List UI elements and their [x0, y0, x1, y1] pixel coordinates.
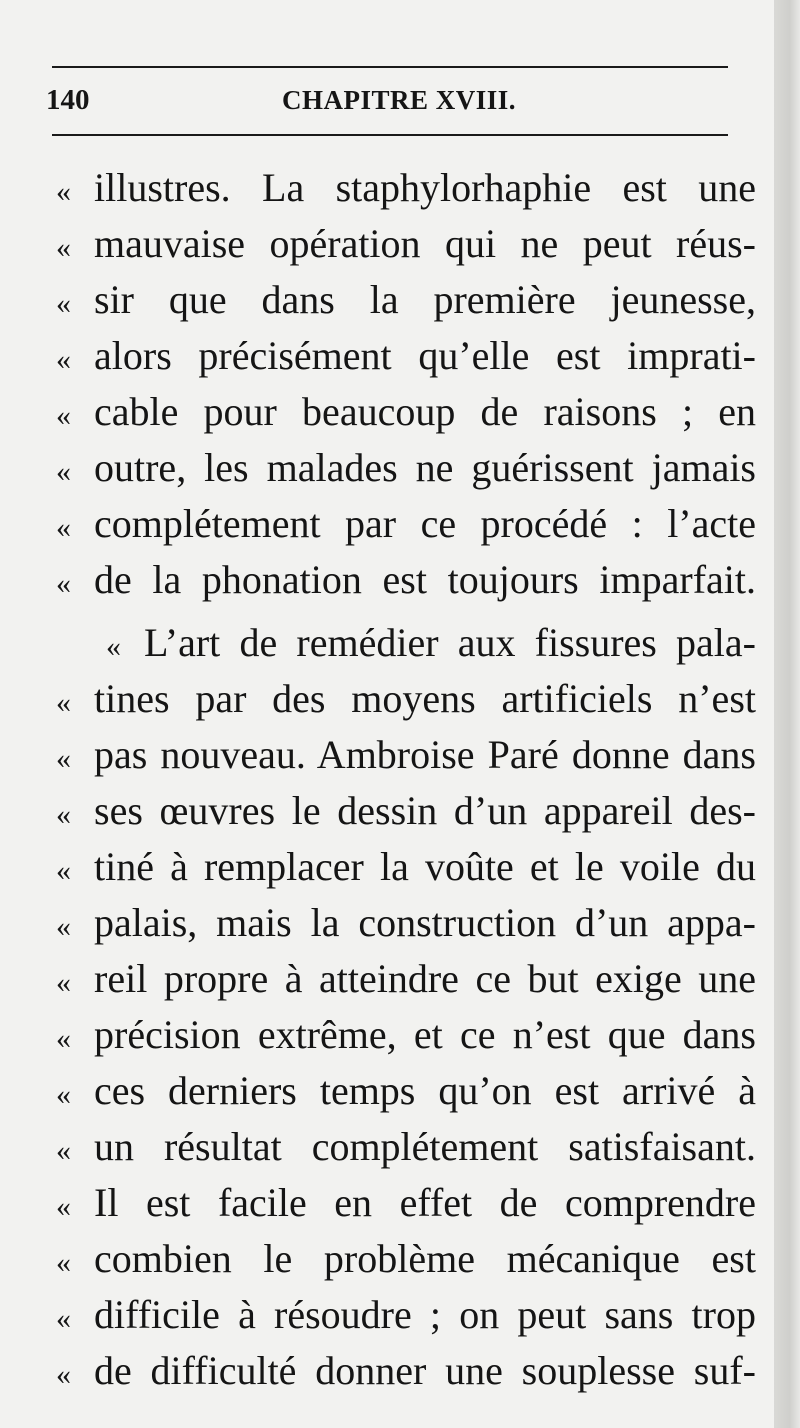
line-text: ces derniers temps qu’on est arrivé à — [94, 1068, 756, 1113]
line-text: un résultat complétement satisfaisant. — [94, 1124, 756, 1169]
line-text: reil propre à atteindre ce but exige une — [94, 956, 756, 1001]
quote-mark: « — [56, 1022, 71, 1055]
page-number: 140 — [46, 84, 90, 116]
quote-mark: « — [56, 854, 71, 887]
quote-mark: « — [56, 455, 71, 488]
text-line — [56, 1063, 756, 1119]
text-line — [56, 1175, 756, 1231]
quote-mark: « — [56, 1302, 71, 1335]
text-line — [56, 727, 756, 783]
text-line — [56, 216, 756, 272]
line-text: sir que dans la première jeunesse, — [94, 277, 756, 322]
text-line-paragraph-start — [56, 615, 756, 671]
line-text: L’art de remédier aux fissures pala- — [144, 620, 756, 665]
quote-mark: « — [56, 567, 71, 600]
text-line — [56, 839, 756, 895]
line-text: de la phonation est toujours imparfait. — [94, 557, 756, 602]
line-text: illustres. La staphylorhaphie est une — [94, 165, 756, 210]
line-text: de difficulté donner une souplesse suf- — [94, 1348, 756, 1393]
line-text: palais, mais la construction d’un appa- — [94, 900, 756, 945]
text-line — [56, 1287, 756, 1343]
quote-mark: « — [56, 231, 71, 264]
quote-mark: « — [56, 1358, 71, 1391]
line-text: alors précisément qu’elle est imprati- — [94, 333, 756, 378]
line-text: Il est facile en effet de comprendre — [94, 1180, 756, 1225]
text-line — [56, 1343, 756, 1399]
text-line — [56, 895, 756, 951]
line-text: tiné à remplacer la voûte et le voile du — [94, 844, 756, 889]
quote-mark: « — [56, 1134, 71, 1167]
line-text: combien le problème mécanique est — [94, 1236, 756, 1281]
text-line — [56, 440, 756, 496]
line-text: précision extrême, et ce n’est que dans — [94, 1012, 756, 1057]
header-rule-top — [52, 66, 728, 68]
text-line — [56, 160, 756, 216]
text-line — [56, 272, 756, 328]
line-text: outre, les malades ne guérissent jamais — [94, 445, 756, 490]
quote-mark: « — [56, 686, 71, 719]
text-line — [56, 328, 756, 384]
line-text: mauvaise opération qui ne peut réus- — [94, 221, 756, 266]
quote-mark: « — [56, 910, 71, 943]
text-line — [56, 552, 756, 608]
quote-mark: « — [56, 798, 71, 831]
line-text: tines par des moyens artificiels n’est — [94, 676, 756, 721]
running-head: CHAPITRE XVIII. — [282, 85, 517, 115]
page-edge-shadow — [774, 0, 800, 1428]
quote-mark: « — [106, 630, 121, 663]
line-text: difficile à résoudre ; on peut sans trop — [94, 1292, 756, 1337]
line-text: ses œuvres le dessin d’un appareil des- — [94, 788, 756, 833]
line-text: complétement par ce procédé : l’acte — [94, 501, 756, 546]
quote-mark: « — [56, 1190, 71, 1223]
text-line — [56, 671, 756, 727]
text-line — [56, 1007, 756, 1063]
line-text: pas nouveau. Ambroise Paré donne dans — [94, 732, 756, 777]
quote-mark: « — [56, 966, 71, 999]
text-line — [56, 1231, 756, 1287]
quote-mark: « — [56, 511, 71, 544]
quote-mark: « — [56, 742, 71, 775]
quote-mark: « — [56, 343, 71, 376]
quote-mark: « — [56, 1246, 71, 1279]
quote-mark: « — [56, 399, 71, 432]
quote-mark: « — [56, 287, 71, 320]
quote-mark: « — [56, 1078, 71, 1111]
quote-mark: « — [56, 175, 71, 208]
header-rule-bottom — [52, 134, 728, 136]
line-text: cable pour beaucoup de raisons ; en — [94, 389, 756, 434]
text-line — [56, 384, 756, 440]
text-line — [56, 783, 756, 839]
text-line — [56, 496, 756, 552]
text-line — [56, 1119, 756, 1175]
text-line — [56, 951, 756, 1007]
